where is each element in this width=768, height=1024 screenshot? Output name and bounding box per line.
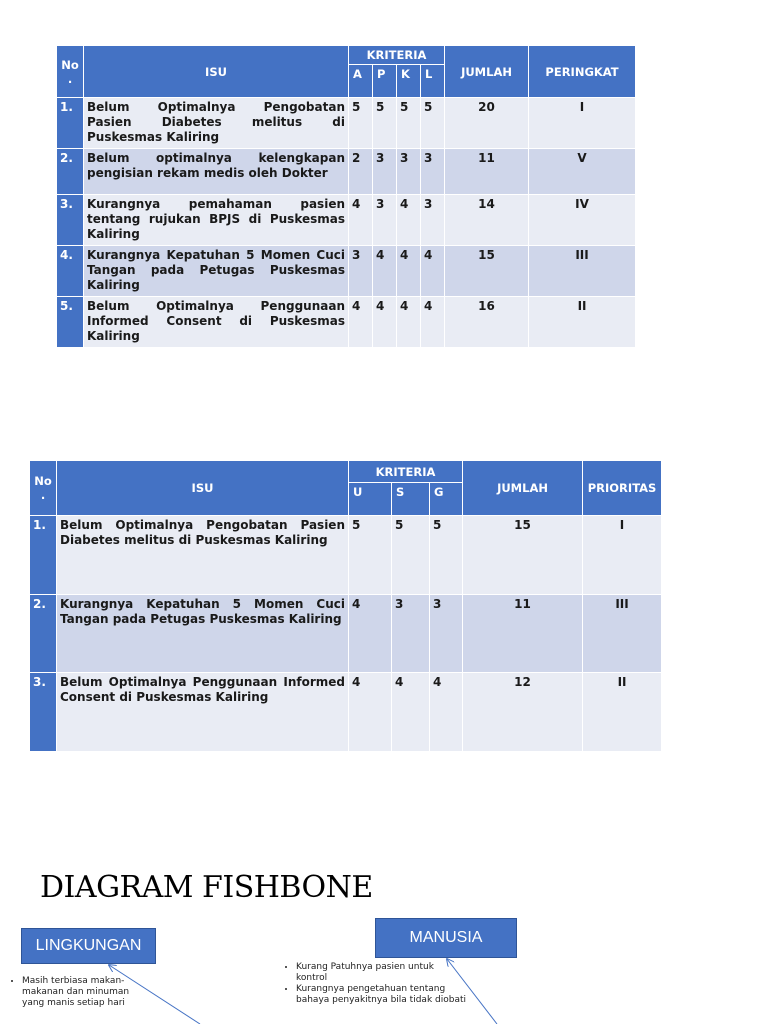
header-criterion-p: P bbox=[373, 65, 397, 98]
score-g: 5 bbox=[430, 516, 463, 595]
score-g: 4 bbox=[430, 673, 463, 752]
issue-text: Kurangnya pemahaman pasien tentang rujukan BPJS di Puskesmas Kaliring bbox=[84, 195, 349, 246]
row-number: 5. bbox=[57, 297, 84, 348]
category-box-manusia: MANUSIA bbox=[375, 918, 517, 958]
header-kriteria: KRITERIA bbox=[349, 46, 445, 65]
score-a: 3 bbox=[349, 246, 373, 297]
total: 11 bbox=[445, 149, 529, 195]
score-k: 5 bbox=[397, 98, 421, 149]
row-number: 3. bbox=[30, 673, 57, 752]
score-k: 4 bbox=[397, 297, 421, 348]
cause-item: • Masih terbiasa makan-makanan dan minuman yang manis setiap hari bbox=[22, 976, 152, 1009]
score-p: 4 bbox=[373, 246, 397, 297]
score-p: 5 bbox=[373, 98, 397, 149]
header-criterion-k: K bbox=[397, 65, 421, 98]
total: 12 bbox=[463, 673, 583, 752]
header-criterion-g: G bbox=[430, 483, 463, 516]
row-number: 1. bbox=[30, 516, 57, 595]
issue-text: Belum Optimalnya Penggunaan Informed Consent di Puskesmas Kaliring bbox=[84, 297, 349, 348]
header-criterion-l: L bbox=[421, 65, 445, 98]
score-p: 3 bbox=[373, 149, 397, 195]
priority: II bbox=[583, 673, 662, 752]
score-p: 4 bbox=[373, 297, 397, 348]
rank: III bbox=[529, 246, 636, 297]
row-number: 2. bbox=[30, 595, 57, 673]
score-u: 4 bbox=[349, 595, 392, 673]
header-prioritas: PRIORITAS bbox=[583, 461, 662, 516]
score-l: 3 bbox=[421, 195, 445, 246]
total: 11 bbox=[463, 595, 583, 673]
rank: V bbox=[529, 149, 636, 195]
row-number: 2. bbox=[57, 149, 84, 195]
rank: I bbox=[529, 98, 636, 149]
header-peringkat: PERINGKAT bbox=[529, 46, 636, 98]
bone-arrow-lingkungan bbox=[109, 965, 200, 1024]
issue-text: Belum optimalnya kelengkapan pengisian rekam medis oleh Dokter bbox=[84, 149, 349, 195]
priority: III bbox=[583, 595, 662, 673]
score-g: 3 bbox=[430, 595, 463, 673]
bone-arrow-manusia bbox=[447, 959, 497, 1024]
score-k: 4 bbox=[397, 195, 421, 246]
priority: I bbox=[583, 516, 662, 595]
header-isu: ISU bbox=[57, 461, 349, 516]
score-u: 4 bbox=[349, 673, 392, 752]
score-k: 3 bbox=[397, 149, 421, 195]
row-number: 4. bbox=[57, 246, 84, 297]
score-a: 5 bbox=[349, 98, 373, 149]
header-criterion-a: A bbox=[349, 65, 373, 98]
score-p: 3 bbox=[373, 195, 397, 246]
rank: II bbox=[529, 297, 636, 348]
total: 15 bbox=[445, 246, 529, 297]
cause-item: • Kurangnya pengetahuan tentang bahaya penyakitnya bila tidak diobati bbox=[296, 984, 466, 1006]
header-criterion-u: U bbox=[349, 483, 392, 516]
score-u: 5 bbox=[349, 516, 392, 595]
issue-text: Kurangnya Kepatuhan 5 Momen Cuci Tangan pada Petugas Puskesmas Kaliring bbox=[84, 246, 349, 297]
issue-text: Belum Optimalnya Penggunaan Informed Consent di Puskesmas Kaliring bbox=[57, 673, 349, 752]
header-isu: ISU bbox=[84, 46, 349, 98]
score-s: 4 bbox=[392, 673, 430, 752]
category-box-lingkungan: LINGKUNGAN bbox=[21, 928, 156, 964]
score-s: 5 bbox=[392, 516, 430, 595]
header-criterion-s: S bbox=[392, 483, 430, 516]
total: 20 bbox=[445, 98, 529, 149]
total: 16 bbox=[445, 297, 529, 348]
header-jumlah: JUMLAH bbox=[445, 46, 529, 98]
score-l: 5 bbox=[421, 98, 445, 149]
total: 15 bbox=[463, 516, 583, 595]
score-l: 3 bbox=[421, 149, 445, 195]
row-number: 3. bbox=[57, 195, 84, 246]
total: 14 bbox=[445, 195, 529, 246]
header-kriteria: KRITERIA bbox=[349, 461, 463, 483]
score-l: 4 bbox=[421, 297, 445, 348]
issue-text: Belum Optimalnya Pengobatan Pasien Diabetes melitus di Puskesmas Kaliring bbox=[57, 516, 349, 595]
score-k: 4 bbox=[397, 246, 421, 297]
score-s: 3 bbox=[392, 595, 430, 673]
score-l: 4 bbox=[421, 246, 445, 297]
score-a: 4 bbox=[349, 297, 373, 348]
header-jumlah: JUMLAH bbox=[463, 461, 583, 516]
header-no: No . bbox=[30, 461, 57, 516]
cause-item: • Kurang Patuhnya pasien untuk kontrol bbox=[296, 962, 466, 984]
issue-text: Belum Optimalnya Pengobatan Pasien Diabetes melitus di Puskesmas Kaliring bbox=[84, 98, 349, 149]
score-a: 4 bbox=[349, 195, 373, 246]
row-number: 1. bbox=[57, 98, 84, 149]
header-no: No . bbox=[57, 46, 84, 98]
rank: IV bbox=[529, 195, 636, 246]
score-a: 2 bbox=[349, 149, 373, 195]
issue-text: Kurangnya Kepatuhan 5 Momen Cuci Tangan pada Petugas Puskesmas Kaliring bbox=[57, 595, 349, 673]
fishbone-title: DIAGRAM FISHBONE bbox=[40, 870, 373, 905]
